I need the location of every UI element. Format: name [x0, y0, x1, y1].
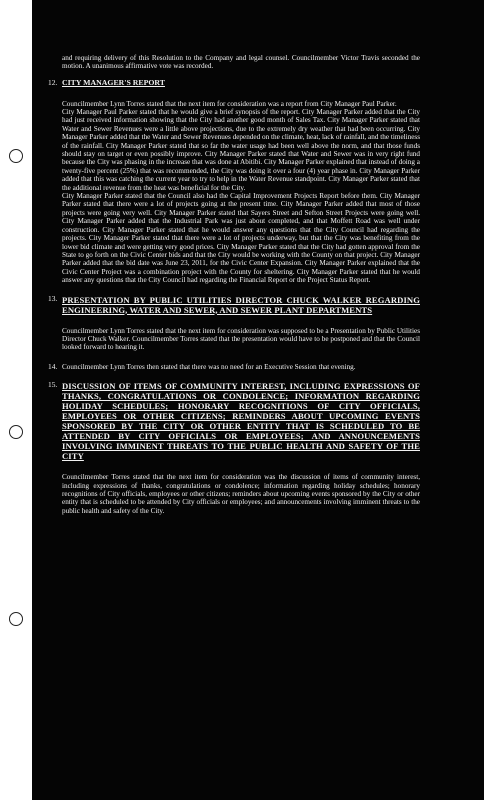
- section-number: 12.: [48, 77, 58, 87]
- paragraph: Councilmember Torres stated that the next item for consideration was the discussion of items of community interest, including expressions of thanks, congratulations or condolence; information regarding holiday schedules; honorary recognitions of City officials, employees or other citizens; reminders about upcoming events sponsored by the City or other entity that is scheduled to be attended by City officials or employees; and announcements involving imminent threats to the public health and safety of the City.: [62, 473, 420, 515]
- section-13: [48, 293, 420, 352]
- top-paragraph: and requiring delivery of this Resolution to the Company and legal counsel. Councilmember Victor Travis seconded the motion. A unanimous affirmative vote was recorded.: [62, 54, 420, 71]
- paragraph: City Manager Paul Parker stated that he would give a brief synopsis of the report. City Manager Parker added that the City had just received information showing that the City had another good month of Sales Tax. City Manager Parker stated that Water and Sewer Revenues were a little above projections, due to the extremely dry weather that had been occurring. City Manager Parker added that the Water and Sewer Revenues depended on the climate, heat, lack of rainfall, and the timeliness of the rainfall. City Manager Parker stated that so far the water usage had been well above the norm, and that those funds should stay on target or even possibly improve. City Manager Parker stated that Water and Sewer was in very right fund because the City was phasing in the increase that was done at Abitibi. City Manager Parker explained that instead of doing a twenty-five percent (25%) that was recommended, the City was doing it over a four (4) year phase in. City Manager Parker added that this was catching the current year to try to help in the Water Revenue standpoint. City Manager Parker stated that the additional revenue from the heat was beneficial for the City.: [62, 108, 420, 192]
- section-number: 14.: [48, 361, 58, 371]
- section-heading: DISCUSSION OF ITEMS OF COMMUNITY INTEREST, INCLUDING EXPRESSIONS OF THANKS, CONGRATULATIONS OR CONDOLENCE; INFORMATION REGARDING HOLIDAY SCHEDULES; HONORARY RECOGNITIONS OF CITY OFFICIALS, EMPLOYEES OR OTHER CITIZENS; REMINDERS ABOUT UPCOMING EVENTS SPONSORED BY THE CITY OR OTHER ENTITY THAT IS SCHEDULED TO BE ATTENDED BY CITY OFFICIALS OR EMPLOYEES; AND ANNOUNCEMENTS INVOLVING IMMINENT THREATS TO THE PUBLIC HEALTH AND SAFETY OF THE CITY: [62, 381, 420, 462]
- paragraph: Councilmember Lynn Torres stated that the next item for consideration was a report from City Manager Paul Parker.: [62, 99, 397, 108]
- document-body: [48, 54, 420, 515]
- paragraph: Councilmember Lynn Torres stated that the next item for consideration was supposed to be a Presentation by Public Utilities Director Chuck Walker. Councilmember Torres stated that the presentation would have to be postponed and that the Council looked forward to hearing it.: [62, 326, 420, 352]
- section-heading: PRESENTATION BY PUBLIC UTILITIES DIRECTOR CHUCK WALKER REGARDING ENGINEERING, WATER AND SEWER, AND SEWER PLANT DEPARTMENTS: [62, 294, 420, 315]
- punch-hole-bottom: [9, 612, 23, 626]
- section-number: 15.: [48, 380, 58, 390]
- paragraph: Councilmember Lynn Torres then stated that there was no need for an Executive Session that evening.: [62, 362, 356, 371]
- section-12: [48, 77, 420, 285]
- section-15: [48, 380, 420, 515]
- section-heading: CITY MANAGER'S REPORT: [62, 77, 165, 87]
- punch-hole-top: [9, 149, 23, 163]
- punch-hole-middle: [9, 425, 23, 439]
- section-14: [48, 361, 420, 371]
- paragraph: City Manager Parker stated that the Council also had the Capital Improvement Projects Report before them. City Manager Parker stated that there were a lot of projects going at the present time. City Manager Parker added that most of those projects were going very well. City Manager Parker stated that Sayers Street and Sefton Street Projects were going well. City Manager Parker added that the Industrial Park was just about completed, and that Moffett Road was well under construction. City Manager Parker stated that he would answer any questions that the City Council had regarding the projects. City Manager Parker stated that there were a lot of projects underway, but that the City was benefiting from the lower bid climate and were getting very good prices. City Manager Parker stated that the City had gotten approval from the State to go forth on the Civic Center bids and that the City would be working with the County on that project. City Manager Parker added that the bid date was June 23, 2011, for the Civic Center Expansion. City Manager Parker explained that the Civic Center Project was a combination project with the County for sheltering. City Manager Parker stated that he would answer any questions that the City Council had regarding the Financial Report or the Project Status Report.: [62, 192, 420, 285]
- section-number: 13.: [48, 293, 58, 303]
